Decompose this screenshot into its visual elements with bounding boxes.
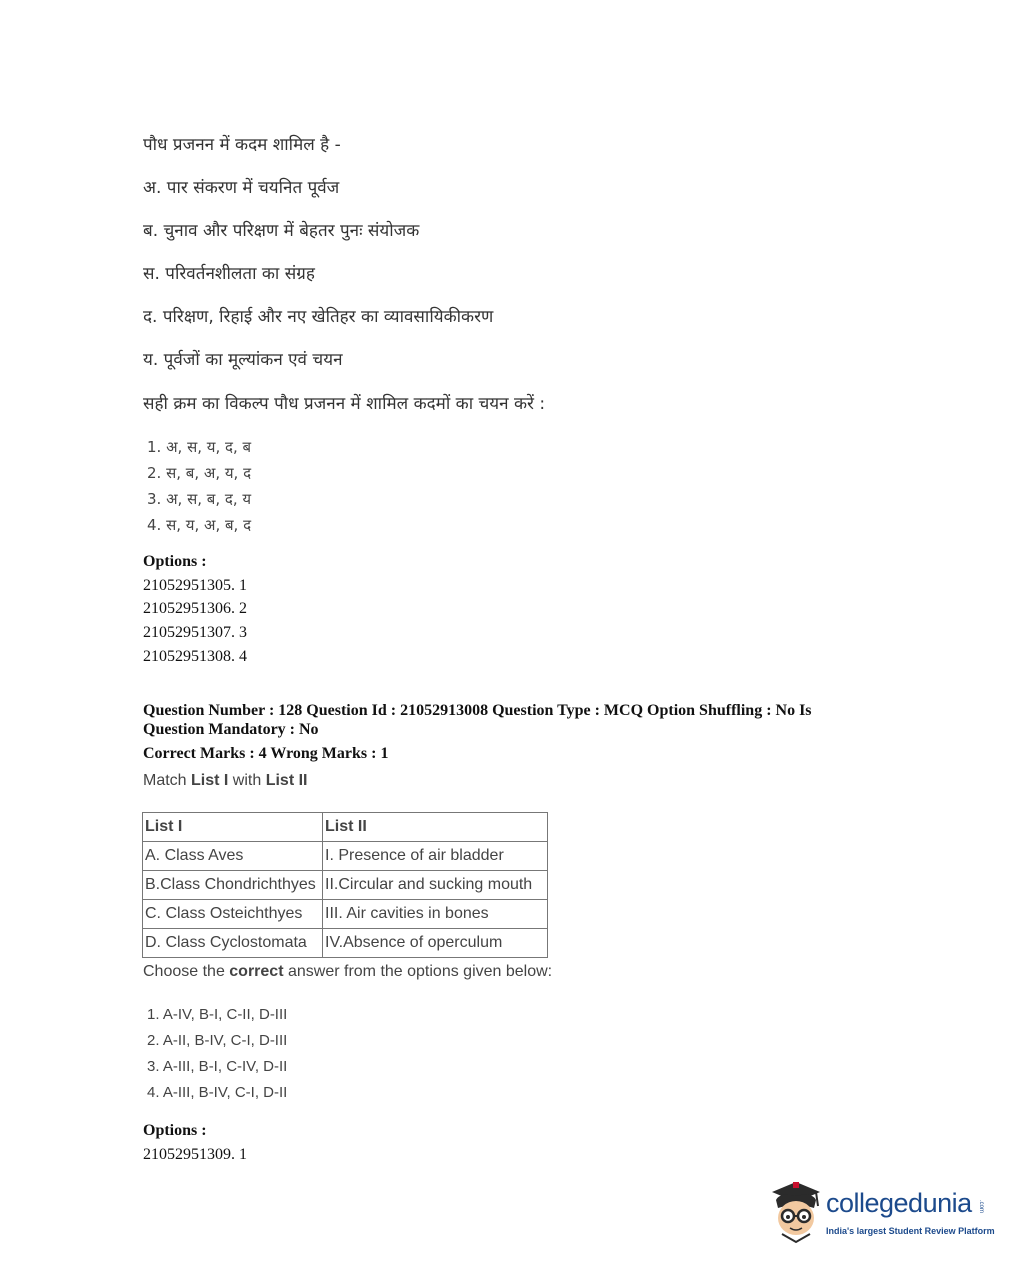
option-id: 21052951305. 1 xyxy=(143,577,247,594)
match-instruction xyxy=(143,772,307,790)
question-instruction: सही क्रम का विकल्प पौध प्रजनन में शामिल कदमों का चयन करें : xyxy=(143,394,546,414)
choose-suffix: answer from the options given below: xyxy=(283,963,553,980)
choice-1: 1. A-IV, B-I, C-II, D-III xyxy=(147,1006,288,1023)
table-cell: C. Class Osteichthyes xyxy=(143,900,323,929)
logo-name: collegedunia xyxy=(826,1188,972,1218)
match-table xyxy=(142,812,548,958)
logo-tagline: India's largest Student Review Platform xyxy=(826,1226,995,1236)
marks-line: Correct Marks : 4 Wrong Marks : 1 xyxy=(143,745,389,762)
table-cell: II.Circular and sucking mouth xyxy=(323,871,548,900)
table-header-cell: List II xyxy=(323,813,548,842)
statement-e: य. पूर्वजों का मूल्यांकन एवं चयन xyxy=(143,350,343,370)
table-cell: B.Class Chondrichthyes xyxy=(143,871,323,900)
table-header-row xyxy=(143,813,548,842)
statement-c: स. परिवर्तनशीलता का संग्रह xyxy=(143,264,315,284)
question-intro: पौध प्रजनन में कदम शामिल है - xyxy=(143,135,341,155)
option-id: 21052951306. 2 xyxy=(143,600,247,617)
table-cell: III. Air cavities in bones xyxy=(323,900,548,929)
choice-2: 2. A-II, B-IV, C-I, D-III xyxy=(147,1032,288,1049)
choose-instruction xyxy=(143,963,552,981)
option-id: 21052951307. 3 xyxy=(143,624,247,641)
options-label: Options : xyxy=(143,553,207,570)
statement-d: द. परिक्षण, रिहाई और नए खेतिहर का व्यावसायिकीकरण xyxy=(143,307,494,327)
option-id: 21052951308. 4 xyxy=(143,648,247,665)
option-id: 21052951309. 1 xyxy=(143,1146,247,1163)
choose-bold: correct xyxy=(229,963,284,980)
table-cell: A. Class Aves xyxy=(143,842,323,871)
choice-4: 4. A-III, B-IV, C-I, D-II xyxy=(147,1084,288,1101)
match-with: with xyxy=(228,772,266,789)
table-header-cell: List I xyxy=(143,813,323,842)
question-mandatory: Question Mandatory : No xyxy=(143,721,319,738)
collegedunia-logo xyxy=(766,1178,996,1248)
choice-1: 1. अ, स, य, द, ब xyxy=(147,438,252,456)
table-cell: I. Presence of air bladder xyxy=(323,842,548,871)
table-row xyxy=(143,929,548,958)
statement-a: अ. पार संकरण में चयनित पूर्वज xyxy=(143,178,340,198)
table-row xyxy=(143,900,548,929)
match-list1: List I xyxy=(191,772,229,789)
table-row xyxy=(143,871,548,900)
choice-4: 4. स, य, अ, ब, द xyxy=(147,516,252,534)
table-cell: D. Class Cyclostomata xyxy=(143,929,323,958)
options-label: Options : xyxy=(143,1122,207,1139)
statement-b: ब. चुनाव और परिक्षण में बेहतर पुनः संयोजक xyxy=(143,221,420,241)
question-meta: Question Number : 128 Question Id : 21052913008 Question Type : MCQ Option Shuffling : No Is xyxy=(143,702,812,719)
table-cell: IV.Absence of operculum xyxy=(323,929,548,958)
mascot-icon xyxy=(766,1178,824,1246)
choose-prefix: Choose the xyxy=(143,963,230,980)
table-row xyxy=(143,842,548,871)
match-prefix: Match xyxy=(143,772,192,789)
choice-3: 3. A-III, B-I, C-IV, D-II xyxy=(147,1058,288,1075)
logo-domain: .com xyxy=(978,1200,984,1214)
choice-3: 3. अ, स, ब, द, य xyxy=(147,490,252,508)
choice-2: 2. स, ब, अ, य, द xyxy=(147,464,252,482)
match-list2: List II xyxy=(265,772,308,789)
